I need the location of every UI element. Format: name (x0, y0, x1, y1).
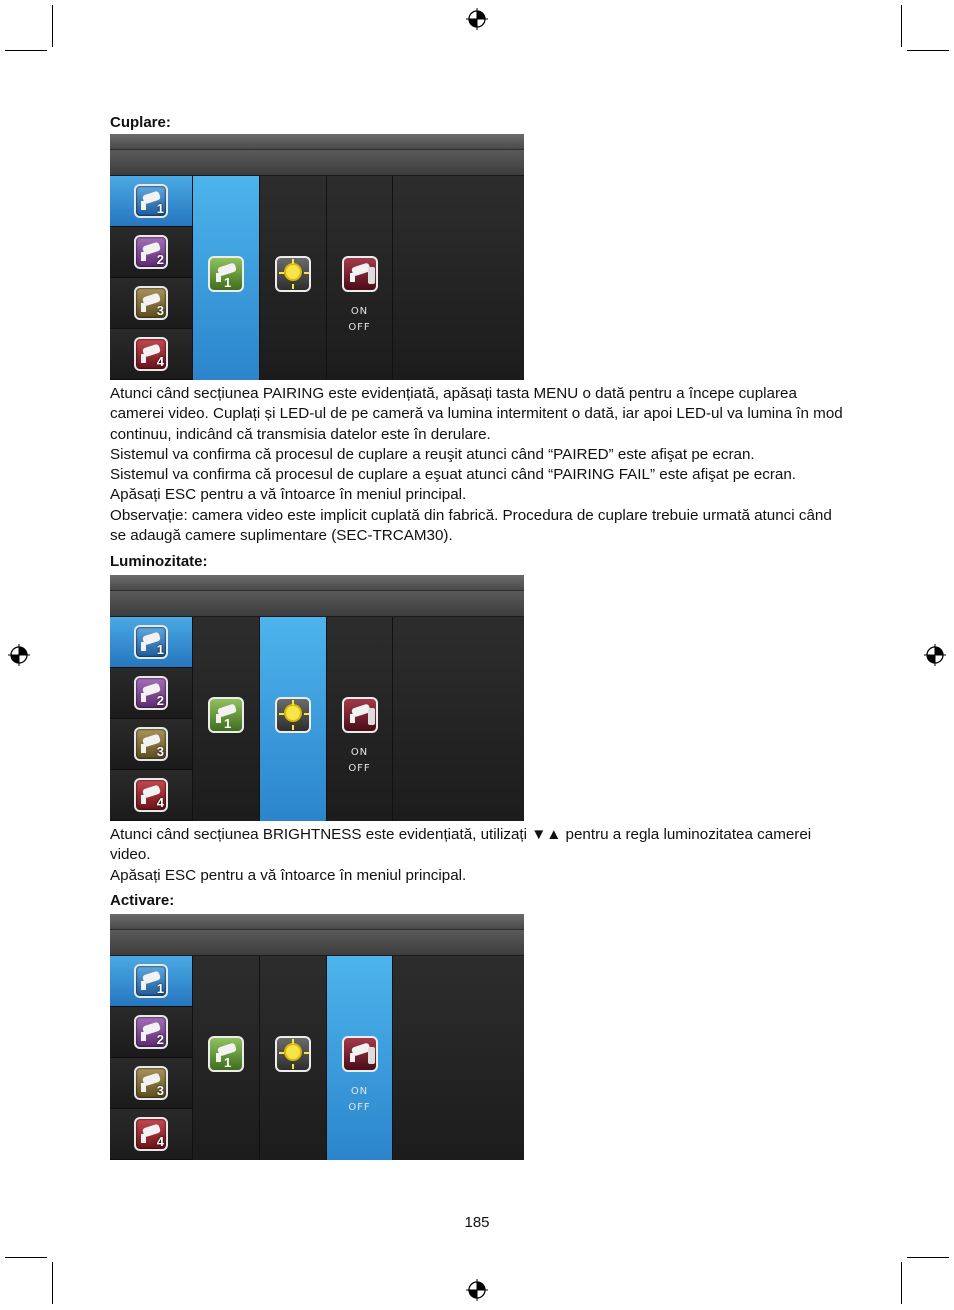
camera-number: 1 (156, 201, 164, 216)
activation-camera-icon (342, 256, 378, 292)
camera-number: 3 (156, 744, 164, 759)
camera-3-icon (134, 727, 168, 761)
camera-list-item[interactable] (110, 719, 192, 770)
pairing-camera-icon (208, 697, 244, 733)
on-label: ON (350, 747, 369, 758)
crop-mark (5, 1257, 47, 1258)
title-bar (110, 134, 524, 150)
sub-title-bar (110, 930, 524, 956)
crop-mark (901, 1262, 902, 1304)
camera-stand (350, 714, 355, 723)
brightness-column[interactable] (260, 176, 327, 380)
brightness-sun-icon (275, 256, 311, 292)
pairing-column[interactable] (193, 956, 260, 1160)
camera-1-icon (134, 964, 168, 998)
empty-column (393, 176, 524, 380)
camera-number: 2 (156, 252, 164, 267)
crop-mark (5, 50, 47, 51)
camera-stand (216, 273, 221, 282)
camera-list-item[interactable] (110, 176, 192, 227)
camera-number: 2 (156, 693, 164, 708)
registration-mark-icon (8, 644, 30, 666)
crop-mark (52, 1262, 53, 1304)
sun-ray (292, 725, 294, 730)
paragraph: Apăsați ESC pentru a vă întoarce în meniul principal. (110, 866, 467, 884)
sun-core (286, 265, 300, 279)
empty-column (393, 956, 524, 1160)
menu-screen-activation (110, 914, 524, 1160)
off-label: OFF (348, 322, 371, 333)
sub-title-bar (110, 591, 524, 617)
sun-ray (292, 1064, 294, 1069)
camera-3-icon (134, 1066, 168, 1100)
camera-stand (350, 1053, 355, 1062)
sun-core (286, 706, 300, 720)
title-bar (110, 914, 524, 930)
paragraph: Sistemul va confirma că procesul de cuplare a reuşit atunci când “PAIRED” este afişat pe ecran. (110, 445, 755, 463)
camera-list (110, 176, 193, 380)
camera-stand (141, 354, 146, 363)
paragraph: Atunci când secțiunea PAIRING este evidențiată, apăsați tasta MENU o dată pentru a începe cuplarea camerei video. Cuplați și LED-ul de pe cameră va lumina intermitent o dată, iar apoi LED-ul va lumina în mod continuu, indicând că transmisia datelor este în derulare. (110, 385, 843, 443)
camera-number: 4 (156, 1134, 164, 1149)
sun-ray (292, 1039, 294, 1044)
sun-ray (279, 713, 284, 715)
registration-mark-icon (466, 8, 488, 30)
camera-1-icon (134, 184, 168, 218)
camera-2-icon (134, 676, 168, 710)
camera-list-item[interactable] (110, 1109, 192, 1160)
lock-badge-icon (368, 708, 375, 725)
section-text (110, 825, 850, 886)
lock-badge-icon (368, 267, 375, 284)
pairing-camera-number: 1 (224, 1055, 232, 1070)
sun-ray (304, 713, 309, 715)
on-label: ON (350, 306, 369, 317)
camera-number: 3 (156, 303, 164, 318)
sun-core (286, 1045, 300, 1059)
camera-stand (350, 273, 355, 282)
menu-screen-pairing (110, 134, 524, 380)
activation-column[interactable] (327, 176, 393, 380)
camera-stand (141, 1083, 146, 1092)
camera-number: 1 (156, 981, 164, 996)
camera-stand (216, 714, 221, 723)
sub-title-bar (110, 150, 524, 176)
activation-camera-icon (342, 697, 378, 733)
menu-screen-brightness (110, 575, 524, 821)
camera-stand (141, 201, 146, 210)
camera-list-item[interactable] (110, 227, 192, 278)
pairing-camera-number: 1 (224, 275, 232, 290)
camera-number: 1 (156, 642, 164, 657)
page-number: 185 (464, 1214, 490, 1231)
camera-list-item[interactable] (110, 278, 192, 329)
empty-column (393, 617, 524, 821)
section-heading: Luminozitate: (110, 553, 208, 570)
camera-4-icon (134, 337, 168, 371)
camera-stand (141, 1032, 146, 1041)
camera-stand (141, 1134, 146, 1143)
off-label: OFF (348, 1102, 371, 1113)
activation-column[interactable] (327, 956, 393, 1160)
camera-stand (141, 981, 146, 990)
pairing-column[interactable] (193, 176, 260, 380)
paragraph: Sistemul va confirma că procesul de cuplare a eşuat atunci când “PAIRING FAIL” este afişat pe ecran. (110, 466, 797, 484)
sun-ray (292, 700, 294, 705)
camera-list (110, 617, 193, 821)
camera-number: 4 (156, 354, 164, 369)
crop-mark (901, 5, 902, 47)
camera-stand (216, 1053, 221, 1062)
brightness-column[interactable] (260, 617, 327, 821)
activation-camera-icon (342, 1036, 378, 1072)
camera-number: 2 (156, 1032, 164, 1047)
off-label: OFF (348, 763, 371, 774)
camera-number: 4 (156, 795, 164, 810)
camera-4-icon (134, 778, 168, 812)
camera-stand (141, 744, 146, 753)
camera-list-item[interactable] (110, 1058, 192, 1109)
paragraph: Observație: camera video este implicit cuplată din fabrică. Procedura de cuplare trebuie urmată atunci când se adaugă camere suplimentare (SEC-TRCAM30). (110, 506, 832, 545)
camera-number: 3 (156, 1083, 164, 1098)
camera-list (110, 956, 193, 1160)
section-heading: Activare: (110, 892, 175, 909)
brightness-sun-icon (275, 1036, 311, 1072)
lock-badge-icon (368, 1047, 375, 1064)
camera-3-icon (134, 286, 168, 320)
camera-stand (141, 303, 146, 312)
section-text (110, 384, 850, 546)
camera-list-item[interactable] (110, 956, 192, 1007)
section-heading: Cuplare: (110, 114, 171, 131)
pairing-camera-icon (208, 256, 244, 292)
registration-mark-icon (466, 1279, 488, 1301)
camera-stand (141, 795, 146, 804)
registration-mark-icon (924, 644, 946, 666)
camera-4-icon (134, 1117, 168, 1151)
camera-2-icon (134, 235, 168, 269)
camera-stand (141, 693, 146, 702)
pairing-column[interactable] (193, 617, 260, 821)
sun-ray (279, 272, 284, 274)
activation-column[interactable] (327, 617, 393, 821)
sun-ray (304, 272, 309, 274)
pairing-camera-icon (208, 1036, 244, 1072)
camera-stand (141, 252, 146, 261)
camera-list-item[interactable] (110, 617, 192, 668)
camera-list-item[interactable] (110, 668, 192, 719)
on-label: ON (350, 1086, 369, 1097)
camera-stand (141, 642, 146, 651)
brightness-column[interactable] (260, 956, 327, 1160)
crop-mark (907, 1257, 949, 1258)
sun-ray (292, 259, 294, 264)
camera-list-item[interactable] (110, 329, 192, 380)
camera-2-icon (134, 1015, 168, 1049)
sun-ray (292, 284, 294, 289)
brightness-sun-icon (275, 697, 311, 733)
crop-mark (907, 50, 949, 51)
sun-ray (304, 1052, 309, 1054)
camera-list-item[interactable] (110, 1007, 192, 1058)
paragraph: Atunci când secțiunea BRIGHTNESS este evidențiată, utilizați ▼▲ pentru a regla luminozitatea camerei video. (110, 826, 812, 864)
crop-mark (52, 5, 53, 47)
sun-ray (279, 1052, 284, 1054)
title-bar (110, 575, 524, 591)
pairing-camera-number: 1 (224, 716, 232, 731)
camera-list-item[interactable] (110, 770, 192, 821)
camera-1-icon (134, 625, 168, 659)
paragraph: Apăsați ESC pentru a vă întoarce în meniul principal. (110, 486, 467, 504)
